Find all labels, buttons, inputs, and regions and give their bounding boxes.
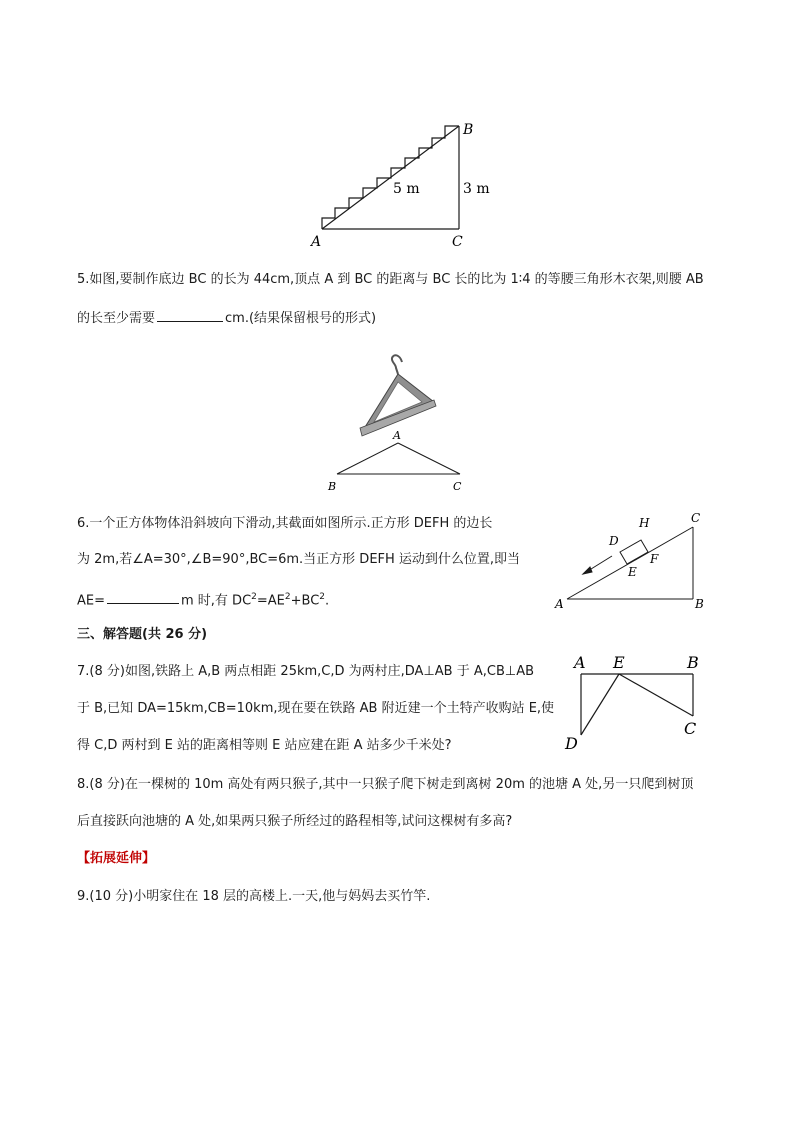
q9-line1: 9.(10 分)小明家住在 18 层的高楼上.一天,他与妈妈去买竹竿. bbox=[77, 889, 431, 904]
hanger-label-a: A bbox=[393, 429, 401, 442]
q6-answer-blank[interactable] bbox=[107, 591, 179, 604]
q6-bc: +BC bbox=[290, 593, 320, 609]
q5-line2-pre: 的长至少需要 bbox=[77, 311, 156, 326]
stairs-label-c: C bbox=[452, 234, 463, 250]
rail-label-c: C bbox=[684, 719, 697, 738]
q5-answer-blank[interactable] bbox=[157, 309, 223, 322]
extension-title: 【拓展延伸】 bbox=[77, 851, 156, 866]
hanger-label-b: B bbox=[328, 480, 337, 493]
staircase-figure bbox=[305, 118, 505, 253]
stairs-label-a: A bbox=[311, 234, 322, 250]
slope-label-f: F bbox=[650, 552, 659, 566]
stairs-hyp-label: 5 m bbox=[393, 181, 420, 197]
rail-label-b: B bbox=[687, 653, 699, 672]
q6-sup1: 2 bbox=[251, 592, 257, 602]
hanger-figure bbox=[322, 350, 472, 498]
q5-line2-post: cm.(结果保留根号的形式) bbox=[225, 311, 377, 326]
q6-ae: =AE bbox=[256, 593, 285, 609]
q6-sup2: 2 bbox=[284, 592, 291, 602]
railway-figure bbox=[560, 650, 710, 760]
q6-dc: m 时,有 DC bbox=[181, 593, 252, 609]
q8-line1: 8.(8 分)在一棵树的 10m 高处有两只猴子,其中一只猴子爬下树走到离树 20m 的池塘 A 处,另一只爬到树顶 bbox=[77, 777, 694, 792]
slope-label-d: D bbox=[609, 534, 619, 548]
rail-label-e: E bbox=[613, 653, 625, 672]
q6-line3-pre: AE= bbox=[77, 593, 105, 609]
q6-line3 bbox=[77, 588, 329, 610]
slope-label-h: H bbox=[639, 516, 650, 530]
slope-figure bbox=[548, 508, 718, 613]
q6-end: . bbox=[325, 593, 330, 609]
stairs-label-b: B bbox=[463, 122, 474, 138]
q7-line3: 得 C,D 两村到 E 站的距离相等则 E 站应建在距 A 站多少千米处? bbox=[77, 738, 452, 753]
rail-label-d: D bbox=[565, 734, 578, 753]
slope-label-a: A bbox=[555, 597, 564, 611]
q6-line1: 6.一个正方体物体沿斜坡向下滑动,其截面如图所示.正方形 DEFH 的边长 bbox=[77, 516, 493, 531]
rail-label-a: A bbox=[574, 653, 586, 672]
q7-line1: 7.(8 分)如图,铁路上 A,B 两点相距 25km,C,D 为两村庄,DA⊥AB 于 A,CB⊥AB bbox=[77, 664, 535, 679]
slope-label-e: E bbox=[628, 565, 637, 579]
slope-label-c: C bbox=[691, 511, 701, 525]
q5-line1: 5.如图,要制作底边 BC 的长为 44cm,顶点 A 到 BC 的距离与 BC 长的比为 1∶4 的等腰三角形木衣架,则腰 AB bbox=[77, 272, 704, 287]
section3-title: 三、解答题(共 26 分) bbox=[77, 627, 208, 642]
q8-line2: 后直接跃向池塘的 A 处,如果两只猴子所经过的路程相等,试问这棵树有多高? bbox=[77, 814, 513, 829]
hanger-icon bbox=[360, 355, 436, 436]
q7-line2: 于 B,已知 DA=15km,CB=10km,现在要在铁路 AB 附近建一个土特产收购站 E,使 bbox=[77, 701, 555, 716]
hanger-label-c: C bbox=[453, 480, 462, 493]
q5-line2 bbox=[77, 309, 376, 328]
q6-line2: 为 2m,若∠A=30°,∠B=90°,BC=6m.当正方形 DEFH 运动到什么位置,即当 bbox=[77, 552, 521, 567]
stairs-side-label: 3 m bbox=[463, 181, 490, 197]
q6-sup3: 2 bbox=[319, 592, 326, 602]
slope-label-b: B bbox=[695, 597, 704, 611]
